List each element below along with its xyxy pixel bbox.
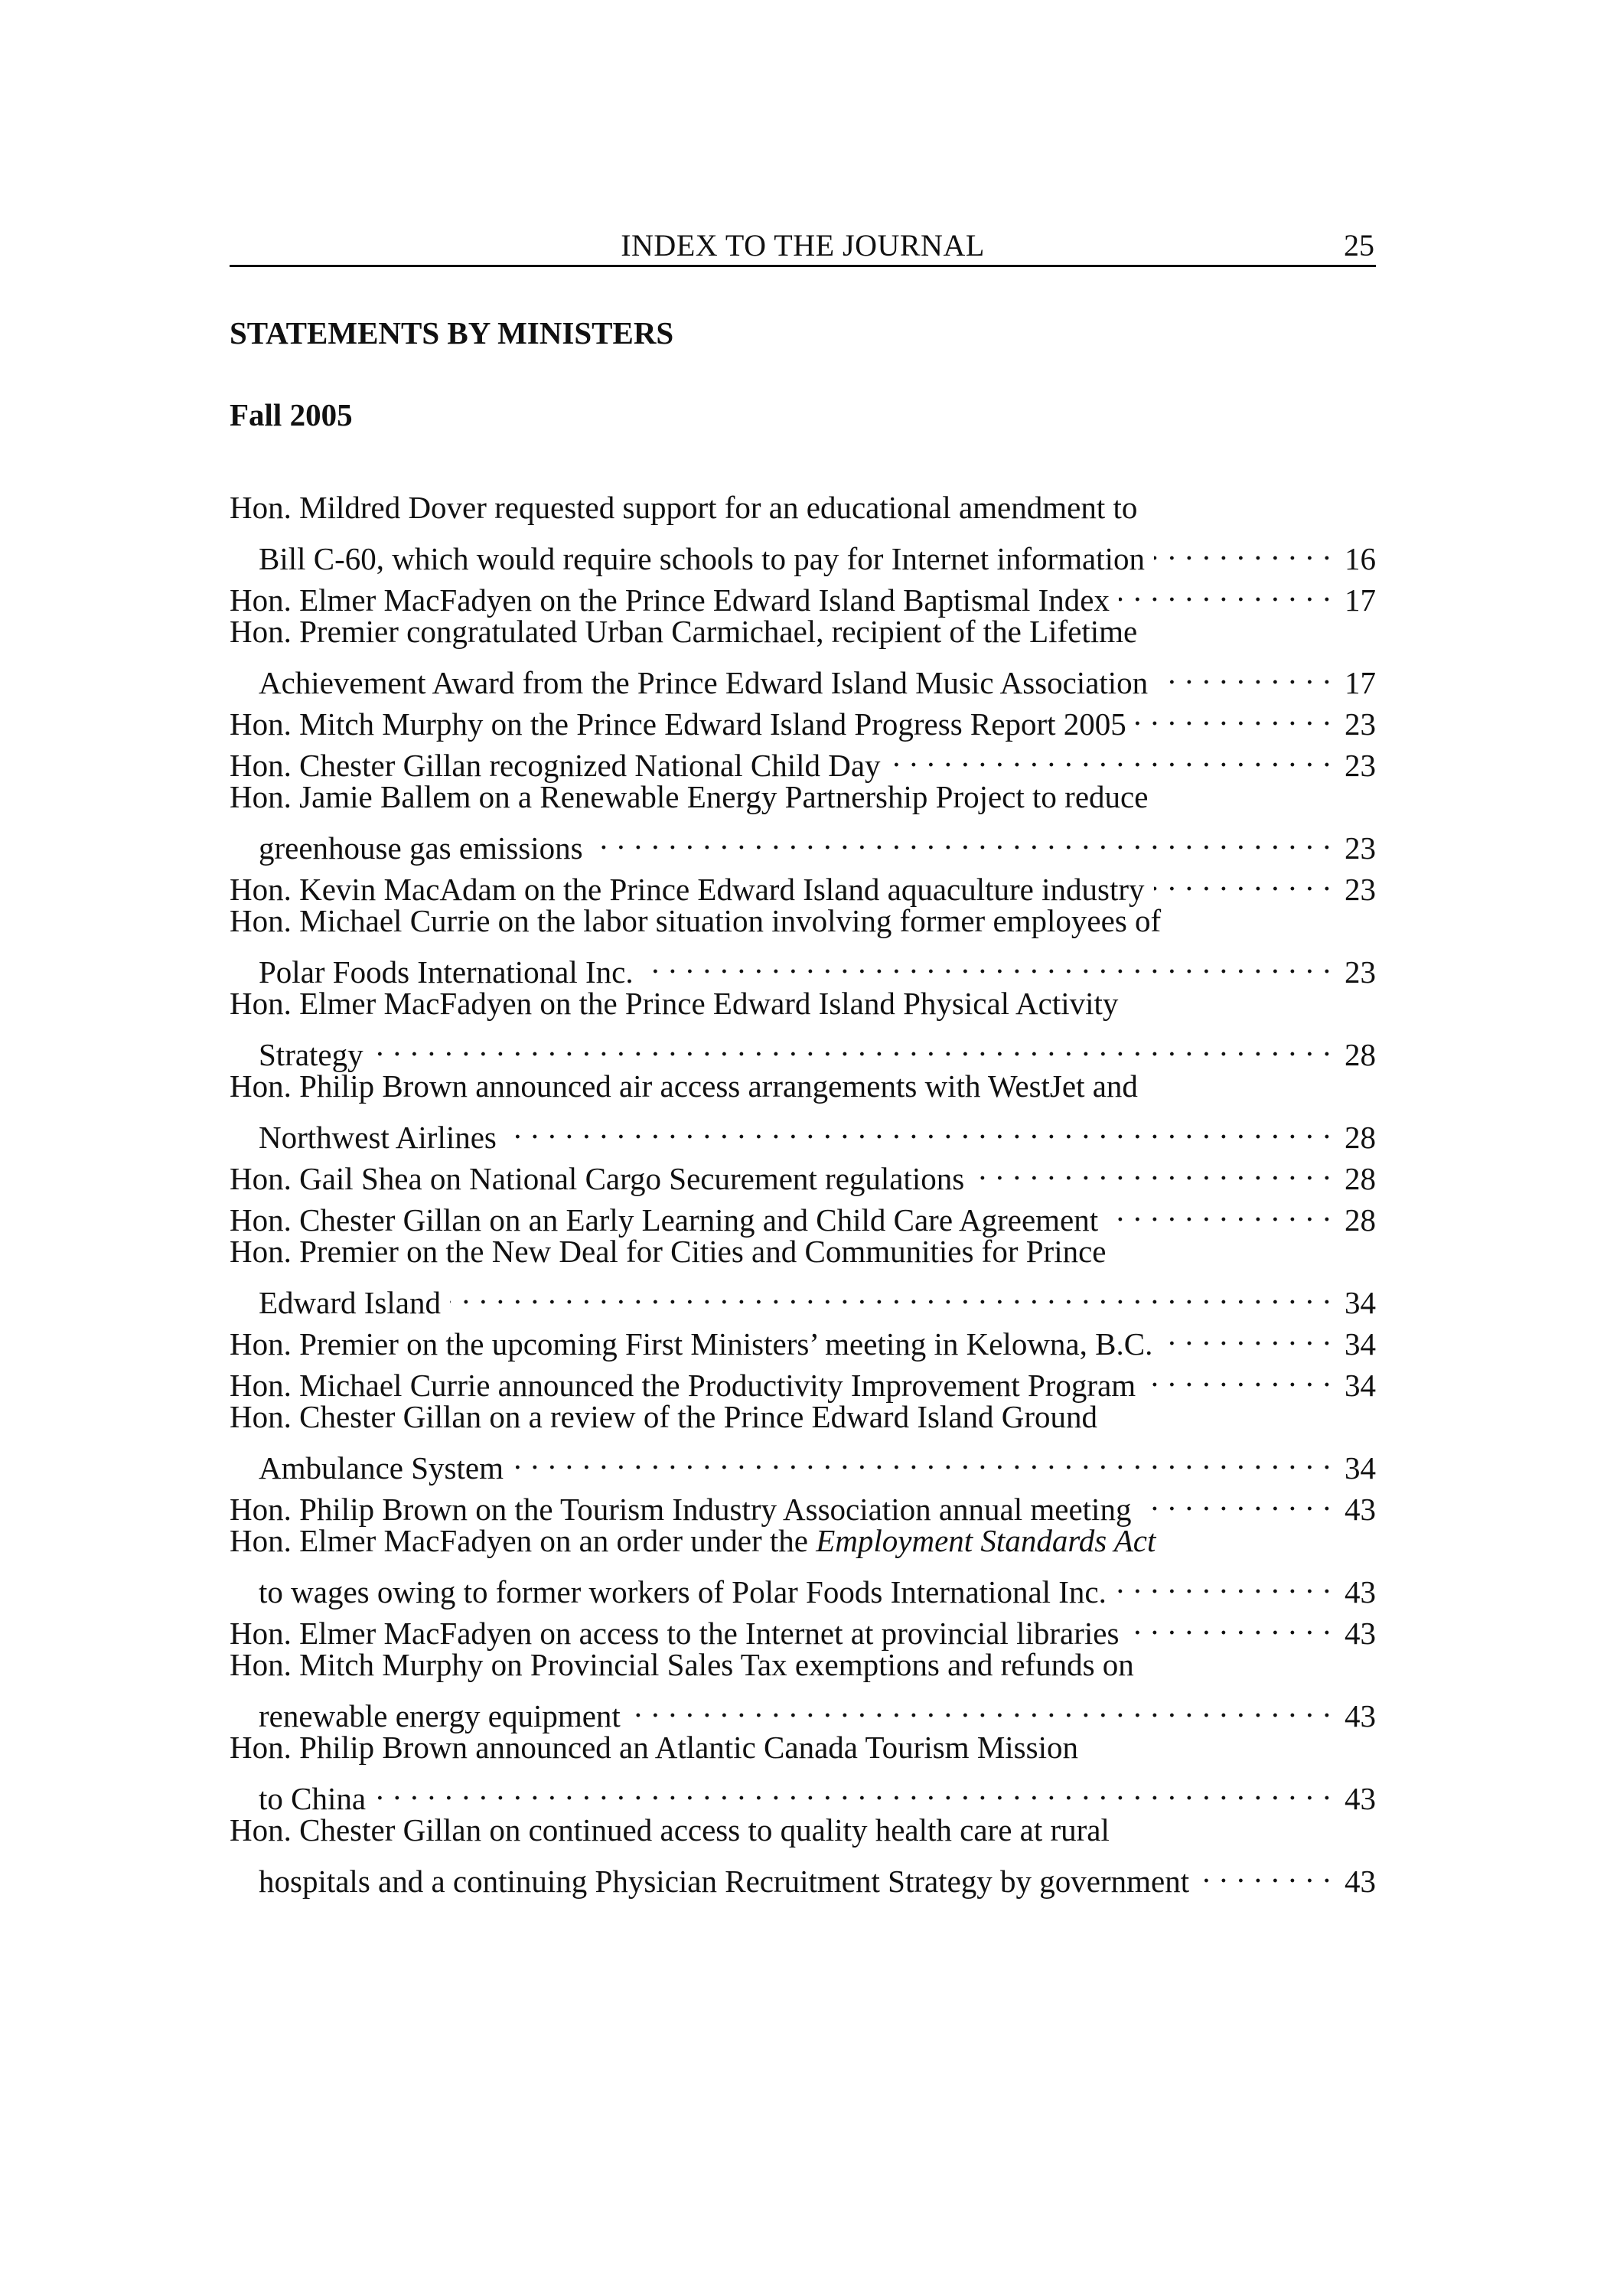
entry-text: Hon. Elmer MacFadyen on an order under the (230, 1523, 817, 1558)
index-entry-first-line: Hon. Philip Brown announced air access arrangements with WestJet and (230, 1068, 1138, 1104)
entry-page-number: 23 (1345, 706, 1376, 742)
entry-page-number: 23 (1345, 954, 1376, 990)
entry-page-number: 16 (1345, 541, 1376, 576)
index-entry-line (230, 1437, 1376, 1486)
entry-text: Hon. Chester Gillan recognized National Child Day (230, 748, 881, 783)
entry-text: Hon. Premier on the upcoming First Ministers’ meeting in Kelowna, B.C. (230, 1326, 1153, 1362)
entry-text: Achievement Award from the Prince Edward Island Music Association (259, 665, 1149, 700)
dot-leader (1157, 652, 1332, 693)
index-entry-first-line: Hon. Premier congratulated Urban Carmichael, recipient of the Lifetime (230, 614, 1138, 649)
entry-text: Strategy (259, 1037, 363, 1072)
entry-text: to wages owing to former workers of Polar Foods International Inc. (259, 1574, 1107, 1609)
index-entry (230, 1065, 1376, 1155)
entry-page-number: 43 (1345, 1574, 1376, 1609)
dot-leader (373, 1024, 1332, 1065)
entry-page-number: 28 (1345, 1120, 1376, 1155)
entry-page-number: 17 (1345, 582, 1376, 618)
index-entry-first-line: Hon. Mildred Dover requested support for an educational amendment to (230, 490, 1138, 525)
index-entry (230, 983, 1376, 1072)
dot-leader (1128, 1603, 1332, 1644)
entry-text: greenhouse gas emissions (259, 830, 583, 866)
dot-leader (1198, 1851, 1332, 1892)
entry-page-number: 34 (1345, 1368, 1376, 1403)
entry-page-number: 43 (1345, 1864, 1376, 1899)
entry-page-number: 28 (1345, 1202, 1376, 1238)
entry-page-number: 34 (1345, 1326, 1376, 1362)
entry-text: Bill C-60, which would require schools to pay for Internet information (259, 541, 1146, 576)
index-entry-first-line: Hon. Chester Gillan on continued access to quality health care at rural (230, 1812, 1110, 1848)
index-entry-first-line (230, 1520, 1376, 1561)
index-entry (230, 1520, 1376, 1609)
index-entry-line (230, 1768, 1376, 1816)
index-entry-first-line: Hon. Elmer MacFadyen on the Prince Edward Island Physical Activity (230, 986, 1119, 1021)
entry-text: Hon. Elmer MacFadyen on the Prince Edward Island Baptismal Index (230, 582, 1110, 618)
entry-text: to China (259, 1781, 367, 1816)
entry-text: hospitals and a continuing Physician Recruitment Strategy by government (259, 1864, 1190, 1899)
entry-page-number: 43 (1345, 1698, 1376, 1733)
entry-page-number: 17 (1345, 665, 1376, 700)
index-entry-line (230, 1024, 1376, 1072)
entry-text: Ambulance System (259, 1450, 504, 1486)
entry-page-number: 23 (1345, 830, 1376, 866)
entry-page-number: 23 (1345, 872, 1376, 907)
entry-text: Hon. Chester Gillan on an Early Learning and Child Care Agreement (230, 1202, 1099, 1238)
dot-leader (1116, 1561, 1332, 1603)
index-entry-first-line: Hon. Jamie Ballem on a Renewable Energy Partnership Project to reduce (230, 779, 1149, 814)
index-entry (230, 1644, 1376, 1733)
entry-page-number: 43 (1345, 1616, 1376, 1651)
entry-text: Hon. Kevin MacAdam on the Prince Edward Island aquaculture industry (230, 872, 1145, 907)
session-title: Fall 2005 (230, 397, 353, 432)
index-entries (230, 487, 1376, 1899)
entry-text: Polar Foods International Inc. (259, 954, 634, 990)
dot-leader (450, 1272, 1332, 1313)
entry-text: Northwest Airlines (259, 1120, 497, 1155)
index-entry-first-line: Hon. Premier on the New Deal for Cities and Communities for Prince (230, 1234, 1107, 1269)
page-number: 25 (1344, 228, 1374, 263)
dot-leader (1136, 693, 1332, 735)
dot-leader (973, 1148, 1332, 1189)
entry-page-number: 28 (1345, 1037, 1376, 1072)
dot-leader (1140, 1479, 1332, 1520)
running-header (230, 227, 1376, 267)
dot-leader (1162, 1313, 1332, 1355)
index-entry (230, 487, 1376, 576)
index-entry-line (230, 1561, 1376, 1609)
entry-page-number: 43 (1345, 1781, 1376, 1816)
index-entry-line (230, 1685, 1376, 1733)
index-entry-line (230, 941, 1376, 990)
entry-text: Hon. Mitch Murphy on the Prince Edward Island Progress Report 2005 (230, 706, 1126, 742)
index-entry-line (230, 817, 1376, 866)
running-header-title: INDEX TO THE JOURNAL (621, 228, 985, 263)
index-entry-line (230, 652, 1376, 700)
dot-leader (592, 817, 1332, 859)
act-title: Employment Standards Act (816, 1523, 1156, 1558)
dot-leader (1119, 569, 1332, 611)
dot-leader (506, 1107, 1332, 1148)
dot-leader (630, 1685, 1332, 1727)
index-entry-first-line: Hon. Chester Gillan on a review of the Prince Edward Island Ground (230, 1399, 1098, 1434)
index-entry (230, 1727, 1376, 1816)
index-entry (230, 776, 1376, 866)
entry-text: Hon. Michael Currie announced the Productivity Improvement Program (230, 1368, 1136, 1403)
entry-page-number: 34 (1345, 1450, 1376, 1486)
index-entry-line (230, 1272, 1376, 1320)
index-entry-first-line: Hon. Philip Brown announced an Atlantic Canada Tourism Mission (230, 1730, 1078, 1765)
index-entry-line (230, 1851, 1376, 1899)
section-title: STATEMENTS BY MINISTERS (230, 315, 674, 351)
dot-leader (1154, 528, 1332, 569)
index-entry (230, 900, 1376, 990)
index-entry (230, 1396, 1376, 1486)
index-entry-line (230, 528, 1376, 576)
entry-page-number: 34 (1345, 1285, 1376, 1320)
dot-leader (1154, 859, 1332, 900)
entry-text: renewable energy equipment (259, 1698, 621, 1733)
dot-leader (375, 1768, 1332, 1809)
index-entry-first-line: Hon. Michael Currie on the labor situation involving former employees of (230, 903, 1162, 938)
entry-text: Edward Island (259, 1285, 441, 1320)
entry-page-number: 43 (1345, 1492, 1376, 1527)
index-entry-first-line: Hon. Mitch Murphy on Provincial Sales Tax exemptions and refunds on (230, 1647, 1134, 1682)
document-page (230, 227, 1376, 1899)
entry-page-number: 28 (1345, 1161, 1376, 1196)
dot-leader (1107, 1189, 1332, 1231)
entry-text: Hon. Philip Brown on the Tourism Industry Association annual meeting (230, 1492, 1132, 1527)
index-entry (230, 611, 1376, 700)
index-entry (230, 1231, 1376, 1320)
index-entry-line (230, 1107, 1376, 1155)
entry-text: Hon. Gail Shea on National Cargo Securement regulations (230, 1161, 965, 1196)
index-entry (230, 1809, 1376, 1899)
entry-text: Hon. Elmer MacFadyen on access to the Internet at provincial libraries (230, 1616, 1120, 1651)
entry-page-number: 23 (1345, 748, 1376, 783)
dot-leader (890, 735, 1332, 776)
dot-leader (513, 1437, 1332, 1479)
dot-leader (643, 941, 1332, 983)
dot-leader (1145, 1355, 1332, 1396)
